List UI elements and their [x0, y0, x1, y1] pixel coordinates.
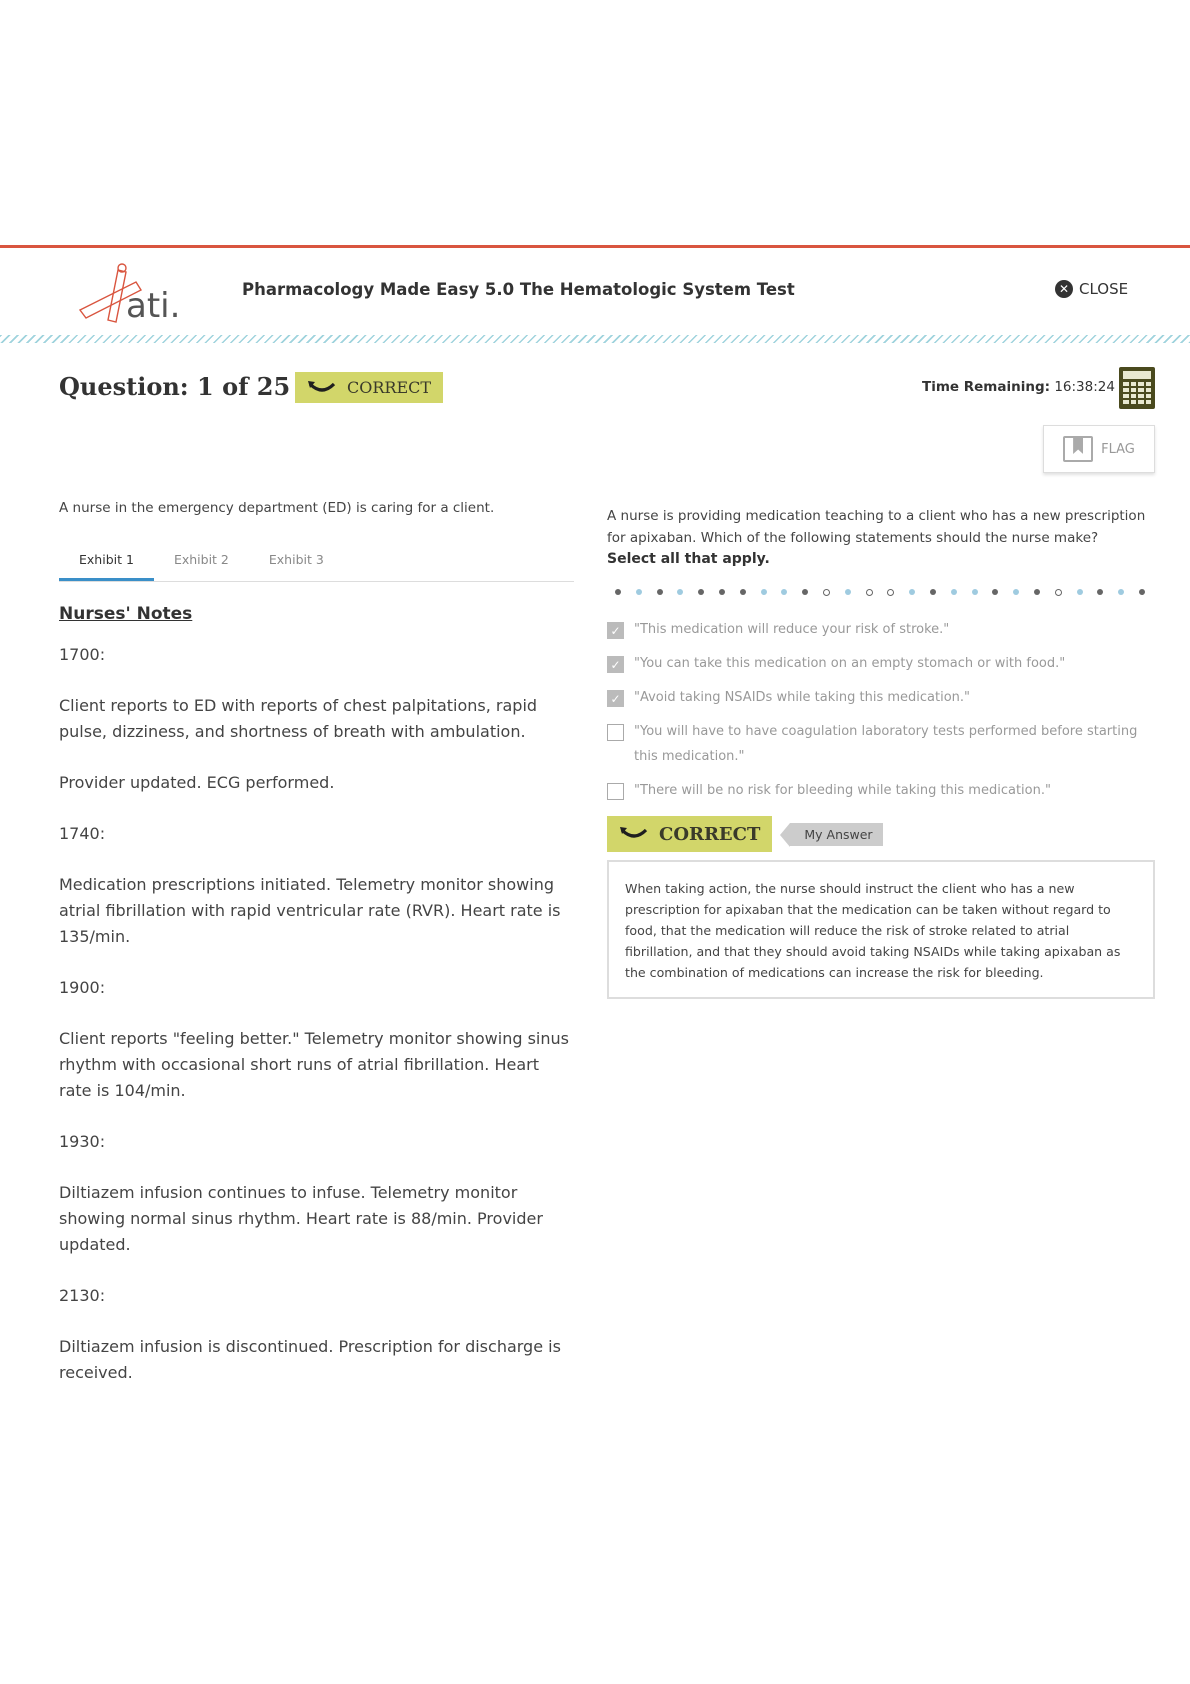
note-time: 1700: [59, 645, 106, 664]
calculator-icon[interactable] [1119, 367, 1155, 409]
progress-dot[interactable] [845, 589, 851, 595]
answer-option-text: "This medication will reduce your risk of stroke." [634, 622, 950, 637]
progress-dot[interactable] [1013, 589, 1019, 595]
checkbox-empty-icon[interactable] [607, 724, 624, 741]
tab-exhibit-1[interactable]: Exhibit 1 [59, 544, 154, 581]
note-time: 1930: [59, 1132, 106, 1151]
progress-dot[interactable] [930, 589, 936, 595]
checkbox-checked-icon[interactable]: ✓ [607, 656, 624, 673]
answer-option[interactable] [607, 689, 1155, 710]
tab-exhibit-2[interactable]: Exhibit 2 [173, 552, 229, 567]
checkbox-checked-icon[interactable]: ✓ [607, 622, 624, 639]
progress-dot[interactable] [677, 589, 683, 595]
header-hatch-divider [0, 335, 1190, 343]
note-entry: Medication prescriptions initiated. Telemetry monitor showing atrial fibrillation with rapid ventricular rate (RVR). Heart rate is 135/min. [59, 875, 561, 946]
close-button[interactable] [1055, 280, 1128, 298]
progress-dot[interactable] [761, 589, 767, 595]
note-time: 1740: [59, 824, 106, 843]
progress-dot[interactable] [1034, 589, 1040, 595]
progress-dot[interactable] [887, 589, 894, 596]
answer-option[interactable] [607, 782, 1155, 803]
progress-dot[interactable] [657, 589, 663, 595]
nurses-notes [59, 642, 574, 1386]
progress-dot[interactable] [781, 589, 787, 595]
progress-dots [607, 585, 1155, 599]
correct-status-label: CORRECT [347, 378, 432, 397]
progress-dot[interactable] [1077, 589, 1083, 595]
answer-option[interactable] [607, 723, 1155, 769]
progress-dot[interactable] [740, 589, 746, 595]
progress-dot[interactable] [909, 589, 915, 595]
close-label: CLOSE [1079, 280, 1129, 298]
progress-dot[interactable] [1118, 589, 1124, 595]
progress-dot[interactable] [866, 589, 873, 596]
correct-status-badge [295, 372, 443, 403]
time-remaining-label: Time Remaining: [922, 379, 1051, 395]
my-answer-tag: My Answer [790, 823, 882, 846]
answer-option-text: "You can take this medication on an empty stomach or with food." [634, 656, 1066, 671]
exhibit-panel [59, 500, 574, 1411]
checkbox-empty-icon[interactable] [607, 783, 624, 800]
flag-button[interactable] [1043, 425, 1155, 473]
note-time: 1900: [59, 978, 106, 997]
question-prompt: A nurse is providing medication teaching to a client who has a new prescription for apixaban. Which of the following statements should the nurse make? [607, 508, 1146, 546]
progress-dot[interactable] [972, 589, 978, 595]
progress-dot[interactable] [1055, 589, 1062, 596]
progress-dot[interactable] [615, 589, 621, 595]
progress-dot[interactable] [636, 589, 642, 595]
answer-options [607, 621, 1155, 803]
bookmark-flag-icon [1063, 436, 1093, 462]
exhibit-tabs [59, 544, 574, 582]
progress-dot[interactable] [951, 589, 957, 595]
curved-arrow-icon [307, 380, 337, 396]
exam-header [0, 248, 1190, 343]
question-panel [607, 505, 1155, 999]
rationale-text: When taking action, the nurse should instruct the client who has a new prescription for apixaban that the medication can be taken without regard to food, that the medication will reduce the risk of stroke related to atrial fibrillation, and that they should avoid taking NSAIDs while taking apixaban as the combination of medications can increase the risk for bleeding. [625, 881, 1121, 980]
answer-option-text: "Avoid taking NSAIDs while taking this medication." [634, 690, 971, 705]
question-number: Question: 1 of 25 [59, 372, 291, 401]
question-instruction: Select all that apply. [607, 551, 770, 567]
answer-option-text: "There will be no risk for bleeding while taking this medication." [634, 783, 1051, 798]
exam-title: Pharmacology Made Easy 5.0 The Hematologic System Test [242, 280, 795, 299]
note-entry: Client reports to ED with reports of chest palpitations, rapid pulse, dizziness, and shortness of breath with ambulation. [59, 696, 538, 741]
nurses-notes-title: Nurses' Notes [59, 604, 193, 624]
progress-dot[interactable] [1139, 589, 1145, 595]
note-entry: Provider updated. ECG performed. [59, 773, 335, 792]
note-entry: Client reports "feeling better." Telemetry monitor showing sinus rhythm with occasional short runs of atrial fibrillation. Heart rate is 104/min. [59, 1029, 569, 1100]
result-row [607, 816, 1155, 852]
progress-dot[interactable] [992, 589, 998, 595]
time-remaining [922, 379, 1115, 395]
progress-dot[interactable] [1097, 589, 1103, 595]
case-stem: A nurse in the emergency department (ED) is caring for a client. [59, 500, 495, 516]
close-icon: ✕ [1055, 280, 1073, 298]
note-time: 2130: [59, 1286, 106, 1305]
note-entry: Diltiazem infusion continues to infuse. Telemetry monitor showing normal sinus rhythm. Heart rate is 88/min. Provider updated. [59, 1183, 543, 1254]
time-remaining-value: 16:38:24 [1054, 379, 1115, 395]
note-entry: Diltiazem infusion is discontinued. Prescription for discharge is received. [59, 1337, 561, 1382]
progress-dot[interactable] [698, 589, 704, 595]
tab-exhibit-3[interactable]: Exhibit 3 [268, 552, 324, 567]
answer-option[interactable] [607, 655, 1155, 676]
logo-text: ati. [126, 286, 181, 324]
answer-option-text: "You will have to have coagulation laboratory tests performed before starting this medication." [634, 724, 1138, 764]
result-correct-badge [607, 816, 772, 852]
rationale-box [607, 860, 1155, 999]
result-correct-label: CORRECT [659, 823, 761, 845]
ati-logo [78, 262, 188, 324]
flag-label: FLAG [1101, 441, 1135, 457]
curved-arrow-icon [619, 826, 649, 842]
progress-dot[interactable] [802, 589, 808, 595]
question-bar [0, 360, 1190, 420]
progress-dot[interactable] [719, 589, 725, 595]
answer-option[interactable] [607, 621, 1155, 642]
progress-dot[interactable] [823, 589, 830, 596]
checkbox-checked-icon[interactable]: ✓ [607, 690, 624, 707]
